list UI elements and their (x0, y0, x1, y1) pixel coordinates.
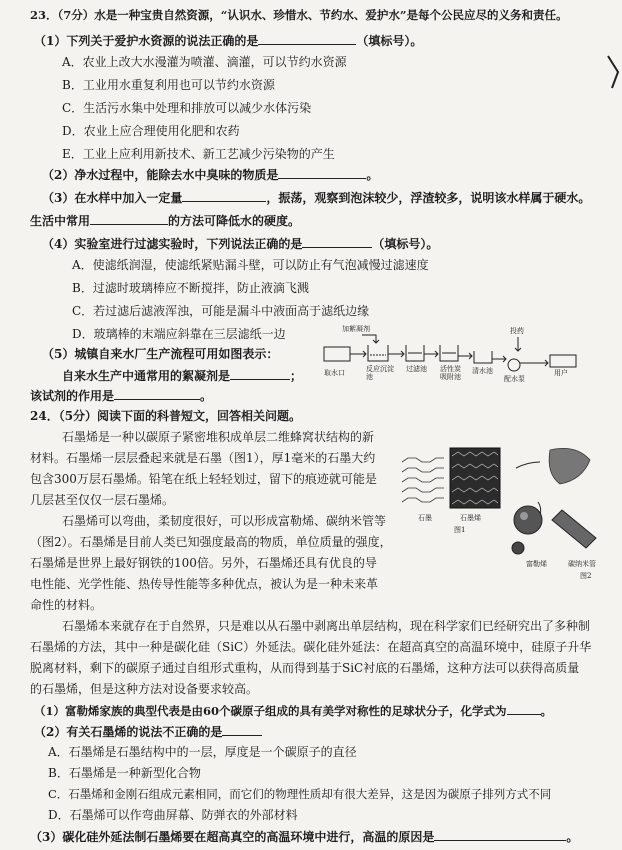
q23-p1-option-e: E．工业上应利用新技术、新工艺减少污染物的产生 (62, 147, 335, 161)
flow-pump-label: 配水泵 (504, 375, 525, 383)
q24-p2-option-c: C．石墨烯和金刚石组成元素相同，而它们的物理性质却有很大差异，这是因为碳原子排列方式不同 (48, 787, 552, 801)
q24-para3-line4: 的石墨烯，但是这种方法对设备要求较高。 (30, 682, 259, 696)
q23-p4-option-d: D．玻璃棒的末端应斜靠在三层滤纸一边 (72, 327, 286, 341)
q23-part5-line1: （5）城镇自来水厂生产流程可用如图表示： (42, 347, 279, 361)
answer-blank[interactable] (90, 213, 168, 225)
answer-blank[interactable] (278, 167, 366, 179)
flow-add-label: 加絮凝剂 (342, 325, 370, 333)
fig1-graphite-label: 石墨 (418, 514, 432, 522)
fig2-caption: 图2 (580, 572, 592, 580)
flow-clear-label: 清水池 (472, 367, 493, 375)
q24-para1-line1: 石墨烯是一种以碳原子紧密堆积成单层二维蜂窝状结构的新 (62, 430, 375, 444)
q23-p1-option-d: D．农业上应合理使用化肥和农药 (62, 124, 240, 138)
q23-p1-option-b: B．工业用水重复利用也可以节约水资源 (62, 78, 275, 92)
q24-part3: （3）碳化硅外延法制石墨烯要在超高真空的高温环境中进行，高温的原因是 。 (30, 830, 579, 844)
q23-part5-line2: 自来水生产中通常用的絮凝剂是 ； (62, 369, 303, 383)
q24-header: 24．（5分）阅读下面的科普短文，回答相关问题。 (30, 409, 302, 423)
q23-part4: （4）实验室进行过滤实验时，下列说法正确的是 （填标号）。 (42, 237, 439, 251)
q24-p2-option-b: B．石墨烯是一种新型化合物 (48, 766, 201, 780)
q24-para2-line5: 命性的材料。 (30, 598, 103, 612)
fig1-graphene-label: 石墨烯 (460, 514, 481, 522)
fig2-nanotube-label: 碳纳米管 (568, 560, 596, 568)
q24-para1-line4: 几层甚至仅仅一层石墨烯。 (30, 493, 175, 507)
q23-part5-line3: 该试剂的作用是 。 (30, 389, 213, 403)
fullerene-ball (514, 506, 542, 534)
flow-react-label: 反应沉淀池 (366, 365, 394, 381)
rolled-graphene (549, 448, 590, 484)
answer-blank[interactable] (434, 829, 566, 841)
q24-para3-line1: 石墨烯本来就存在于自然界，只是难以从石墨中剥离出单层结构，现在科学家们已经研究出了多种制 (62, 619, 591, 633)
q24-p2-option-a: A．石墨烯是石墨结构中的一层，厚度是一个碳原子的直径 (48, 745, 357, 759)
q23-part3-line1: （3）在水样中加入一定量 ，振荡，观察到泡沫较少，浮渣较多，说明该水样属于硬水。 (42, 191, 591, 205)
q23-header: 23．（7分）水是一种宝贵自然资源，“认识水、珍惜水、节约水、爱护水”是每个公民应尽的义务和责任。 (30, 8, 568, 22)
q23-p4-option-b: B．过滤时玻璃棒应不断搅拌，防止液滴飞溅 (72, 281, 309, 295)
answer-blank[interactable] (302, 236, 372, 248)
answer-blank[interactable] (222, 724, 262, 736)
graphene-figures (398, 440, 610, 590)
answer-blank[interactable] (258, 33, 356, 45)
answer-blank[interactable] (507, 703, 541, 715)
flow-intake-label: 取水口 (324, 369, 345, 377)
small-fullerene (512, 542, 524, 554)
q24-para1-line2: 材料。石墨烯一层层叠起来就是石墨（图1），厚1毫米的石墨大约 (30, 451, 376, 465)
flow-filter-label: 过滤池 (406, 365, 427, 373)
fig1-caption: 图1 (454, 526, 466, 534)
q24-para2-line1: 石墨烯可以弯曲，柔韧度很好，可以形成富勒烯、碳纳米管等 (62, 514, 387, 528)
flow-carbon-label: 活性炭吸附池 (440, 365, 461, 381)
answer-blank[interactable] (114, 388, 200, 400)
q24-para1-line3: 包含300万层石墨烯。铅笔在纸上轻轻划过，留下的痕迹就可能是 (30, 472, 377, 486)
nanotube (552, 510, 596, 548)
q23-p1-option-c: C．生活污水集中处理和排放可以减少水体污染 (62, 101, 312, 115)
q23-p4-option-c: C．若过滤后滤液浑浊，可能是漏斗中液面高于滤纸边缘 (72, 304, 370, 318)
q23-p4-option-a: A．使滤纸润湿，使滤纸紧贴漏斗壁，可以防止有气泡减慢过滤速度 (72, 258, 429, 272)
q24-p2-option-d: D．石墨烯可以作弯曲屏幕、防弹衣的外部材料 (48, 808, 298, 822)
q24-para2-line4: 电性能、光学性能、热传导性能等多种优点，被认为是一种未来革 (30, 577, 379, 591)
flow-dose-label: 投药 (510, 327, 524, 335)
q23-part1: （1）下列关于爱护水资源的说法正确的是 （填标号）。 (34, 34, 423, 48)
fig2-fullerene-label: 富勒烯 (526, 560, 547, 568)
graphite-layers (402, 458, 444, 502)
q24-part1: （1）富勒烯家族的典型代表是由60个碳原子组成的具有美学对称性的足球状分子，化学式为 。 (34, 704, 553, 718)
graphene-sheet (450, 448, 500, 508)
q24-para3-line2: 石墨烯的方法，其中一种是碳化硅（SiC）外延法。碳化硅外延法：在超高真空的高温环境中，硅原子升华 (30, 640, 592, 654)
q24-part2: （2）有关石墨烯的说法不正确的是 (34, 724, 262, 739)
pencil-mark-icon (606, 52, 620, 92)
q23-p1-option-a: A．农业上改大水漫灌为喷灌、滴灌，可以节约水资源 (62, 55, 347, 69)
q24-para2-line2: （图2）。石墨烯是目前人类已知强度最高的物质，单位质量的强度， (30, 535, 392, 549)
flow-user-label: 用户 (554, 369, 568, 377)
q24-para2-line3: 石墨烯是世界上最好钢铁的100倍。另外，石墨烯还具有优良的导 (30, 556, 377, 570)
q23-part2: （2）净水过程中，能除去水中臭味的物质是 。 (42, 168, 379, 182)
water-plant-flow-diagram (322, 325, 592, 393)
answer-blank[interactable] (230, 368, 290, 380)
q24-para3-line3: 脱离材料，剩下的碳原子通过自组形式重构，从而得到基于SiC衬底的石墨烯，这种方法可以获得高质量 (30, 661, 580, 675)
answer-blank[interactable] (182, 190, 266, 202)
q23-part3-line2: 生活中常用 的方法可降低水的硬度。 (30, 214, 301, 228)
